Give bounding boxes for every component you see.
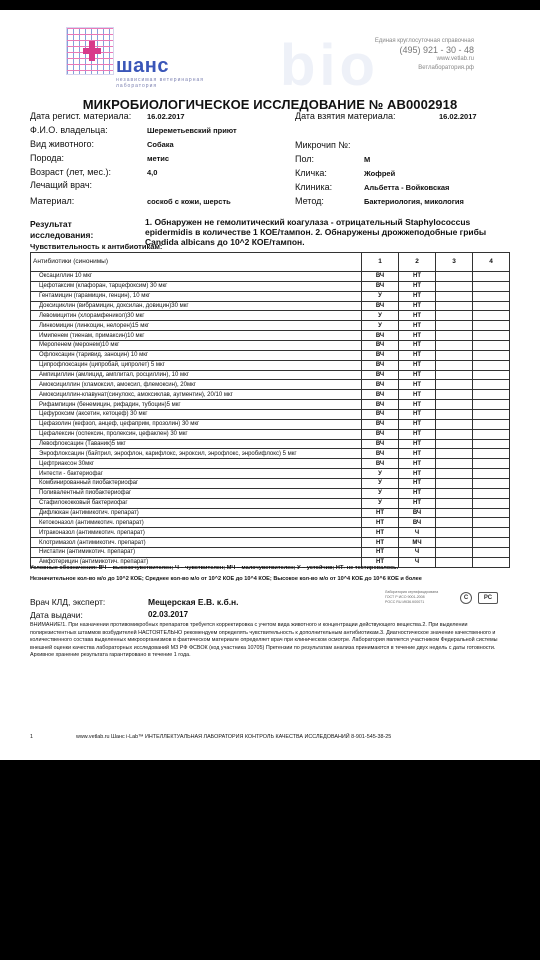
antibiotic-name: Кетоконазол (антимикотич. препарат)	[31, 518, 362, 528]
document-page	[0, 10, 540, 760]
sensitivity-col-4	[473, 538, 510, 548]
sensitivity-col-2: НТ	[399, 419, 436, 429]
sensitivity-col-4	[473, 331, 510, 341]
sensitivity-col-2: Ч	[399, 528, 436, 538]
sensitivity-col-4	[473, 291, 510, 301]
sensitivity-col-3	[436, 548, 473, 558]
sensitivity-col-3	[436, 469, 473, 479]
sensitivity-col-1: ВЧ	[362, 439, 399, 449]
sensitivity-col-3	[436, 429, 473, 439]
sensitivity-col-4	[473, 479, 510, 489]
nick-label: Кличка:	[295, 168, 327, 178]
clinic-value: Альбетта - Войковская	[364, 183, 450, 192]
sensitivity-col-3	[436, 380, 473, 390]
sensitivity-col-1: НТ	[362, 557, 399, 567]
table-row	[31, 272, 510, 282]
antibiotic-table-body	[31, 272, 510, 568]
vet-label: Лечащий врач:	[30, 180, 93, 190]
table-row	[31, 449, 510, 459]
issue-date-label: Дата выдачи:	[30, 610, 83, 620]
notes: ВНИМАНИЕ!1. При назначении противомикробных препаратов требуется корректировка с учетом вида животного и концентрации действующего вещества.2. При выделении полирезистентных штаммов возбудителей НАСТОЯТЕЛЬНО рекомендуем определять чувствительность к дополнительным антибиотикам.3. Диагностическое значение качественного и количественного состава выделенных микроорганизмов в фактическом материале определяет врач при клиническом осмотре. Лаборатория является участником Федеральной системы внешней оценки качества лабораторных исследований МЗ РФ ФСВОК (код участника 10705) Претензии по результатам анализа принимаются в течение двух недель с даты готовности. Архивное хранение результата гарантировано в течение 1 года.	[30, 622, 498, 658]
sensitivity-col-3	[436, 449, 473, 459]
antibiotic-name: Левофлоксацин (Таваник)5 мкг	[31, 439, 362, 449]
sensitivity-col-1: НТ	[362, 548, 399, 558]
sensitivity-col-2: НТ	[399, 370, 436, 380]
sensitivity-col-4	[473, 272, 510, 282]
sensitivity-col-1: У	[362, 321, 399, 331]
legend-symbols: Условные обозначения: ВЧ – высокочувствителен; Ч – чувствителен; МЧ – малочувствителен; У – устойчив; НТ- не тестировалось.	[30, 565, 399, 571]
sensitivity-col-2: НТ	[399, 311, 436, 321]
table-row	[31, 311, 510, 321]
sensitivity-col-1: ВЧ	[362, 380, 399, 390]
sensitivity-col-1: ВЧ	[362, 410, 399, 420]
sensitivity-col-2: НТ	[399, 400, 436, 410]
sensitivity-col-2: НТ	[399, 341, 436, 351]
table-row	[31, 410, 510, 420]
antibiotic-name: Цефалексин (оспексин, пролексин, цефаклен) 30 мкг	[31, 429, 362, 439]
sensitivity-col-4	[473, 370, 510, 380]
method-value: Бактериология, микология	[364, 197, 464, 206]
sensitivity-col-3	[436, 291, 473, 301]
sensitivity-col-2: НТ	[399, 272, 436, 282]
doctor-label: Врач КЛД, эксперт:	[30, 597, 106, 607]
reg-date-label: Дата регист. материала:	[30, 111, 132, 121]
sensitivity-col-3	[436, 360, 473, 370]
table-row	[31, 331, 510, 341]
sensitivity-col-1: ВЧ	[362, 429, 399, 439]
result-text: 1. Обнаружен не гемолитический коагулаза - отрицательный Staphylococcus epidermidis в количестве 1 КОЕ/тампон. 2. Обнаружены дрожжеподобные грибы Candida albicans до 10^2 КОЕ/тампон.	[145, 217, 487, 247]
sensitivity-col-1: ВЧ	[362, 390, 399, 400]
sensitivity-col-2: НТ	[399, 410, 436, 420]
antibiotic-name: Дифлюкан (антимикотич. препарат)	[31, 508, 362, 518]
sensitivity-col-1: У	[362, 311, 399, 321]
antibiotic-name: Рифампицин (бенемицин, рифадин, тубоцин)5 мкг	[31, 400, 362, 410]
sensitivity-col-1: ВЧ	[362, 301, 399, 311]
table-row	[31, 429, 510, 439]
sensitivity-col-3	[436, 479, 473, 489]
sensitivity-col-1: ВЧ	[362, 360, 399, 370]
sensitivity-col-3	[436, 370, 473, 380]
sensitivity-col-1: У	[362, 291, 399, 301]
material-value: соскоб с кожи, шерсть	[147, 197, 231, 206]
antibiotic-name: Клотримазол (антимикотич. препарат)	[31, 538, 362, 548]
antibiotic-name: Ампициллин (амлицид, амплитал, росциллин), 10 мкг	[31, 370, 362, 380]
table-row	[31, 459, 510, 469]
sensitivity-col-4	[473, 400, 510, 410]
sensitivity-col-3	[436, 311, 473, 321]
antibiotic-name: Оксациллин 10 мкг	[31, 272, 362, 282]
species-value: Собака	[147, 140, 174, 149]
sensitivity-col-1: У	[362, 488, 399, 498]
antibiotic-name: Меропенем (меронем)10 мкг	[31, 341, 362, 351]
sensitivity-col-1: ВЧ	[362, 459, 399, 469]
sensitivity-col-4	[473, 449, 510, 459]
sensitivity-col-3	[436, 400, 473, 410]
sensitivity-col-1: НТ	[362, 518, 399, 528]
antibiotic-table	[30, 252, 510, 568]
nick-value: Жофрей	[364, 169, 396, 178]
rst-mark-icon: РС	[478, 592, 498, 604]
sensitivity-col-2: МЧ	[399, 538, 436, 548]
age-value: 4,0	[147, 168, 158, 177]
antibiotic-name: Доксициклин (вибрамицин, доксилан, довицин)30 мкг	[31, 301, 362, 311]
sensitivity-col-3	[436, 321, 473, 331]
sensitivity-col-1: НТ	[362, 528, 399, 538]
medical-cross-icon	[83, 41, 101, 61]
antibiotic-name: Имипенем (тиенам, примаксин)10 мкг	[31, 331, 362, 341]
sensitivity-col-2: НТ	[399, 360, 436, 370]
sensitivity-col-2: НТ	[399, 429, 436, 439]
sensitivity-col-2: НТ	[399, 301, 436, 311]
sensitivity-col-2: НТ	[399, 331, 436, 341]
sensitivity-col-2: НТ	[399, 479, 436, 489]
table-row	[31, 400, 510, 410]
table-row	[31, 498, 510, 508]
column-header-4: 4	[473, 253, 510, 272]
sensitivity-col-1: НТ	[362, 538, 399, 548]
table-row	[31, 469, 510, 479]
sensitivity-col-2: НТ	[399, 321, 436, 331]
sensitivity-col-1: ВЧ	[362, 331, 399, 341]
sensitivity-col-3	[436, 488, 473, 498]
sensitivity-col-2: Ч	[399, 557, 436, 567]
table-row	[31, 488, 510, 498]
sensitivity-col-3	[436, 331, 473, 341]
cert-number: РОСС RU.ИК36.К00071	[385, 600, 425, 604]
sensitivity-col-3	[436, 390, 473, 400]
sensitivity-col-4	[473, 350, 510, 360]
antibiotic-name: Нистатин (антимикотич. препарат)	[31, 548, 362, 558]
sensitivity-col-3	[436, 518, 473, 528]
antibiotic-name: Амоксициллин-клавунат(синулокс, амоксиклав, аугментин), 20/10 мкг	[31, 390, 362, 400]
sensitivity-col-2: НТ	[399, 459, 436, 469]
sensitivity-col-3	[436, 350, 473, 360]
sensitivity-col-4	[473, 321, 510, 331]
table-row	[31, 390, 510, 400]
sensitivity-col-4	[473, 380, 510, 390]
sensitivity-col-2: ВЧ	[399, 508, 436, 518]
cert-standard: ГОСТ Р ИСО 9001-2008	[385, 595, 425, 599]
antibiotic-name: Цефазолин (кефзол, анцеф, цефаприм, прозолин) 30 мкг	[31, 419, 362, 429]
sex-value: М	[364, 155, 371, 164]
breed-label: Порода:	[30, 153, 65, 163]
antibiotic-name: Стафилококковый бактериофаг	[31, 498, 362, 508]
sensitivity-col-2: НТ	[399, 469, 436, 479]
antibiotic-name: Интести - бактериофаг	[31, 469, 362, 479]
sensitivity-col-3	[436, 272, 473, 282]
species-label: Вид животного:	[30, 139, 95, 149]
sensitivity-col-4	[473, 419, 510, 429]
sensitivity-col-3	[436, 498, 473, 508]
sensitivity-col-3	[436, 459, 473, 469]
table-row	[31, 380, 510, 390]
table-row	[31, 370, 510, 380]
antibiotic-name: Поливалентный пиобактериофаг	[31, 488, 362, 498]
column-header-antibiotic: Антибиотики (синонимы)	[31, 253, 362, 272]
sensitivity-col-1: У	[362, 469, 399, 479]
reg-date-value: 16.02.2017	[147, 112, 185, 121]
certification-block	[385, 590, 455, 605]
table-row	[31, 291, 510, 301]
table-row	[31, 548, 510, 558]
antibiotic-name: Офлоксацин (таривид, заноцин) 10 мкг	[31, 350, 362, 360]
table-row	[31, 281, 510, 291]
sensitivity-col-3	[436, 281, 473, 291]
sensitivity-col-2: ВЧ	[399, 518, 436, 528]
column-header-2: 2	[399, 253, 436, 272]
sensitivity-col-1: ВЧ	[362, 272, 399, 282]
result-label: Результат исследования:	[30, 219, 94, 240]
sex-label: Пол:	[295, 154, 315, 164]
antibiotic-name: Левомицитин (хлорамфеникол)30 мкг	[31, 311, 362, 321]
antibiotic-name: Комбинированный пиобактериофаг	[31, 479, 362, 489]
contacts-site-rf: Ветлаборатория.рф	[418, 65, 474, 71]
document-title: МИКРОБИОЛОГИЧЕСКОЕ ИССЛЕДОВАНИЕ № АВ0002918	[82, 97, 458, 112]
breed-value: метис	[147, 154, 170, 163]
table-row	[31, 360, 510, 370]
table-row	[31, 301, 510, 311]
method-label: Метод:	[295, 196, 324, 206]
logo-text: шанс	[116, 55, 169, 77]
sensitivity-col-3	[436, 419, 473, 429]
sensitivity-col-2: НТ	[399, 439, 436, 449]
doctor-name: Мещерская Е.В. к.б.н.	[148, 597, 239, 607]
table-row	[31, 419, 510, 429]
sensitivity-col-2: НТ	[399, 291, 436, 301]
sensitivity-col-4	[473, 281, 510, 291]
column-header-1: 1	[362, 253, 399, 272]
table-row	[31, 538, 510, 548]
table-header-row	[31, 253, 510, 272]
legend-quantities: Незначительное кол-во м/о до 10^2 КОЕ; Среднее кол-во м/о от 10^2 КОЕ до 10^4 КОЕ; Высокое кол-во м/о от 10^4 КОЕ до 10^6 КОЕ и более	[30, 576, 422, 582]
table-row	[31, 350, 510, 360]
sensitivity-col-1: ВЧ	[362, 419, 399, 429]
sensitivity-col-1: У	[362, 479, 399, 489]
sensitivity-col-2: НТ	[399, 281, 436, 291]
antibiotic-name: Амоксициллин (хламоксил, амоксил, флемоксин), 20мкг	[31, 380, 362, 390]
sensitivity-col-1: ВЧ	[362, 370, 399, 380]
legend	[30, 563, 510, 585]
sensitivity-col-4	[473, 341, 510, 351]
column-header-3: 3	[436, 253, 473, 272]
lab-logo	[66, 27, 216, 87]
table-row	[31, 341, 510, 351]
contacts-line: Единая круглосуточная справочная	[374, 38, 474, 44]
issue-date-value: 02.03.2017	[148, 610, 189, 619]
sensitivity-col-2: НТ	[399, 449, 436, 459]
antibiotic-name: Энрофлоксацин (байтрил, энрофлон, карифлокс, энроксил, энрофлокс, энробифлокс) 5 мкг	[31, 449, 362, 459]
table-row	[31, 528, 510, 538]
contacts-phone: (495) 921 - 30 - 48	[399, 45, 474, 55]
sensitivity-col-2: НТ	[399, 488, 436, 498]
sensitivity-col-3	[436, 528, 473, 538]
contacts-site: www.vetlab.ru	[436, 56, 474, 62]
sensitivity-col-4	[473, 488, 510, 498]
sensitivity-col-3	[436, 508, 473, 518]
sensitivity-col-2: НТ	[399, 380, 436, 390]
table-row	[31, 508, 510, 518]
sensitivity-col-2: НТ	[399, 350, 436, 360]
sensitivity-col-1: ВЧ	[362, 341, 399, 351]
sensitivity-col-3	[436, 439, 473, 449]
sensitivity-col-3	[436, 538, 473, 548]
antibiotic-name: Ципрофлоксацин (ципробай, ципролет) 5 мкг	[31, 360, 362, 370]
sensitivity-col-2: НТ	[399, 498, 436, 508]
antibiotic-name: Цефтриаксон 30мкг	[31, 459, 362, 469]
table-row	[31, 439, 510, 449]
clinic-label: Клиника:	[295, 182, 333, 192]
antibiotic-name: Линкомицин (линкоцин, нелорен)15 мкг	[31, 321, 362, 331]
sensitivity-col-1: ВЧ	[362, 449, 399, 459]
bio-watermark: bio	[280, 33, 379, 98]
sensitivity-col-2: Ч	[399, 548, 436, 558]
take-date-label: Дата взятия материала:	[295, 111, 396, 121]
table-row	[31, 321, 510, 331]
sensitivity-col-3	[436, 410, 473, 420]
owner-label: Ф.И.О. владельца:	[30, 125, 108, 135]
sensitivity-col-2: НТ	[399, 390, 436, 400]
antibiotic-name: Итраконазол (антимикотич. препарат)	[31, 528, 362, 538]
chip-label: Микрочип №:	[295, 140, 351, 150]
footer-text: www.vetlab.ru Шанс i-Lab™ ИНТЕЛЛЕКТУАЛЬНАЯ ЛАБОРАТОРИЯ КОНТРОЛЬ КАЧЕСТВА ИССЛЕДОВАНИЙ 8-901-545-38-25	[76, 734, 392, 740]
antibiotic-name: Гентамицин (гарамицин, генцин), 10 мкг	[31, 291, 362, 301]
sensitivity-col-1: ВЧ	[362, 400, 399, 410]
page-number: 1	[30, 734, 33, 740]
sensitivity-title: Чувствительность к антибиотикам:	[30, 242, 163, 251]
sensitivity-col-4	[473, 360, 510, 370]
sensitivity-col-4	[473, 528, 510, 538]
sensitivity-col-1: У	[362, 498, 399, 508]
antibiotic-name: Цефуроксим (аксетин, кетоцеф) 30 мкг	[31, 410, 362, 420]
sensitivity-col-3	[436, 301, 473, 311]
cert-line: Лаборатория сертифицирована	[385, 590, 439, 594]
sensitivity-col-4	[473, 459, 510, 469]
material-label: Материал:	[30, 196, 75, 206]
sensitivity-col-1: ВЧ	[362, 281, 399, 291]
sensitivity-col-4	[473, 429, 510, 439]
sensitivity-col-4	[473, 439, 510, 449]
sensitivity-col-4	[473, 311, 510, 321]
sensitivity-col-4	[473, 469, 510, 479]
table-row	[31, 479, 510, 489]
owner-value: Шереметьевский приют	[147, 126, 237, 135]
antibiotic-name: Амфотерицин (антимикотич. препарат)	[31, 557, 362, 567]
sensitivity-col-4	[473, 508, 510, 518]
sensitivity-col-3	[436, 341, 473, 351]
logo-subtitle: независимая ветеринарная лаборатория	[116, 77, 204, 89]
sensitivity-col-4	[473, 301, 510, 311]
sensitivity-col-4	[473, 410, 510, 420]
sensitivity-col-1: НТ	[362, 508, 399, 518]
certification-mark-icon: С	[460, 592, 472, 604]
header-contacts	[375, 37, 474, 73]
take-date-value: 16.02.2017	[439, 112, 477, 121]
sensitivity-col-4	[473, 498, 510, 508]
sensitivity-col-1: ВЧ	[362, 350, 399, 360]
sensitivity-col-4	[473, 390, 510, 400]
antibiotic-name: Цефотаксим (клафоран, тарцефоксим) 30 мкг	[31, 281, 362, 291]
table-row	[31, 518, 510, 528]
age-label: Возраст (лет, мес.):	[30, 167, 111, 177]
sensitivity-col-4	[473, 548, 510, 558]
sensitivity-col-4	[473, 518, 510, 528]
